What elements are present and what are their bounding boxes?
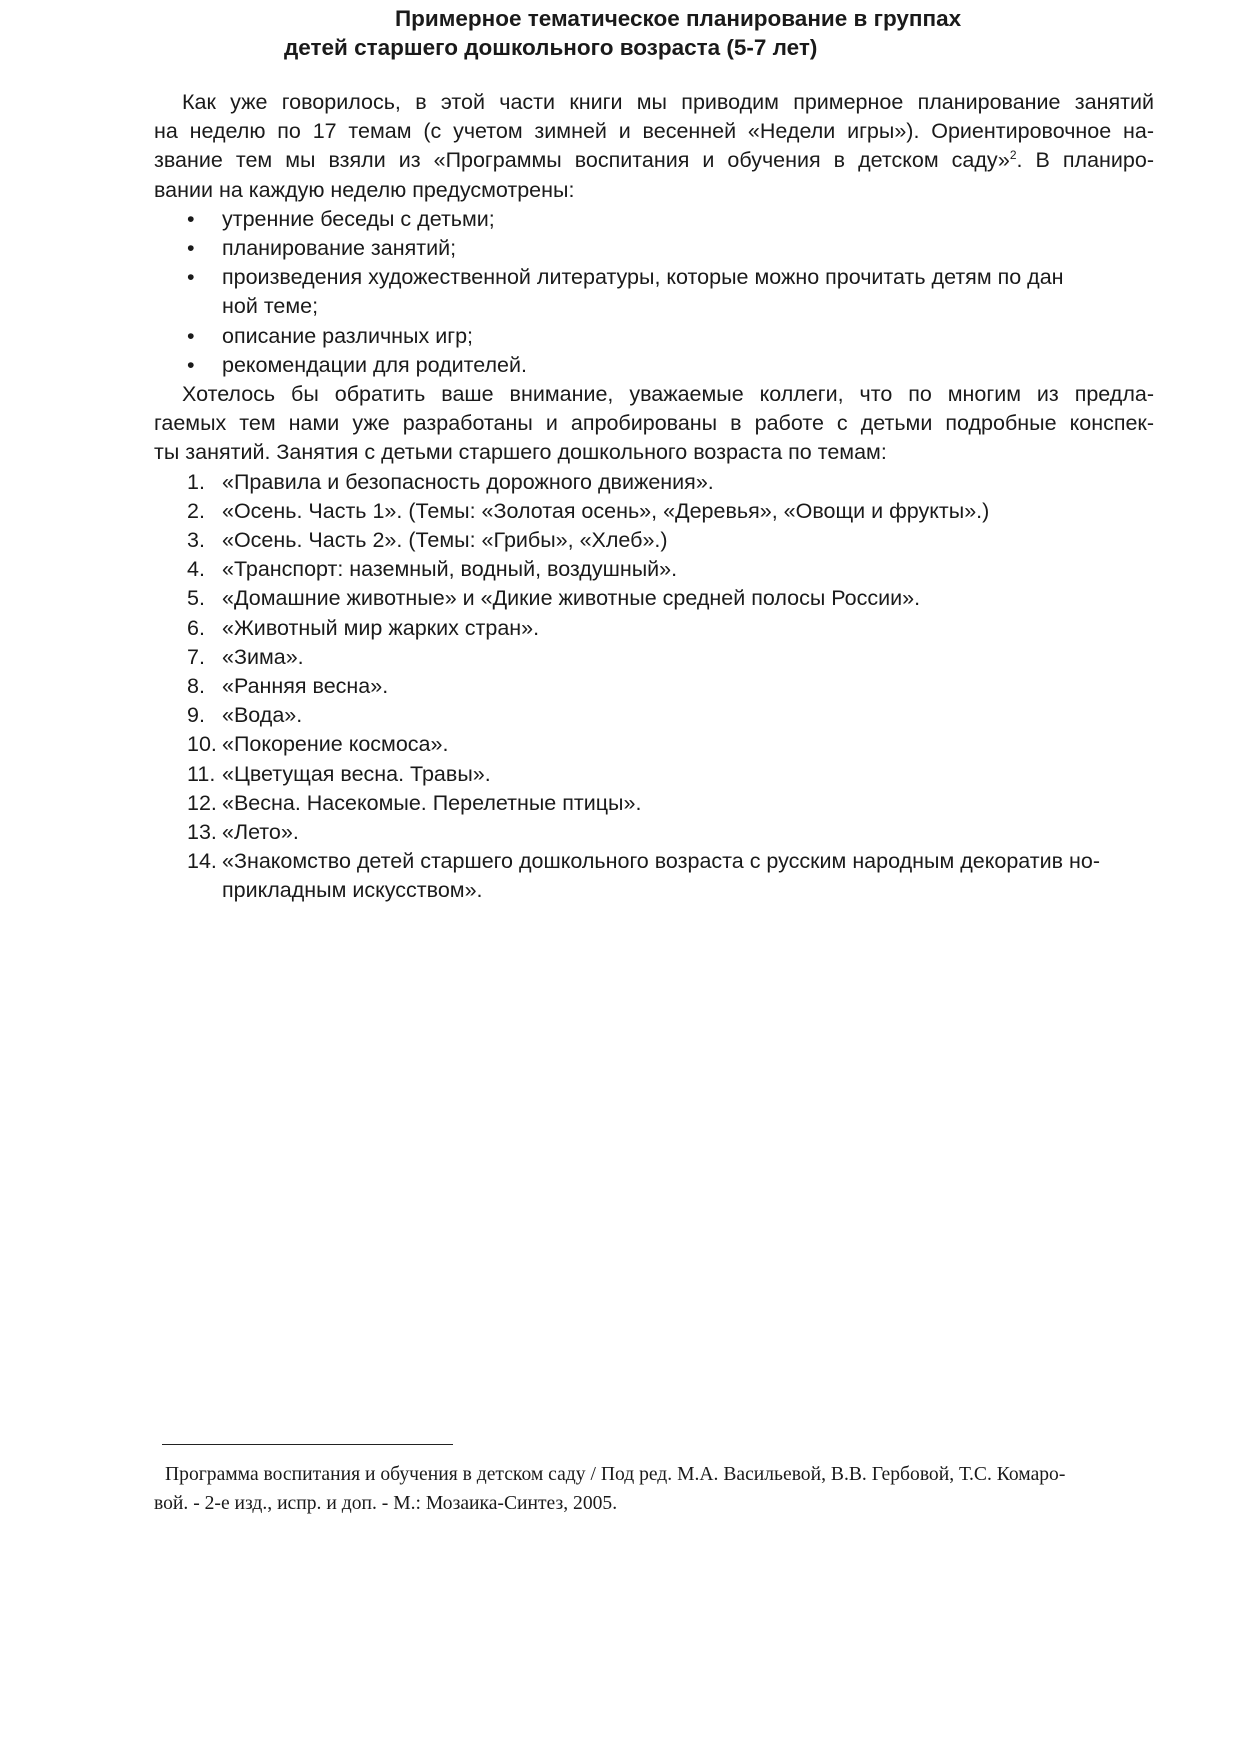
topic-number: 5. xyxy=(187,586,205,611)
list-item-text: описание различных игр; xyxy=(222,323,474,348)
topic-number: 7. xyxy=(187,644,205,669)
topic-number: 8. xyxy=(187,674,205,699)
topic-item xyxy=(154,614,1154,643)
topic-number: 10. xyxy=(187,732,217,757)
topic-item xyxy=(154,584,1154,613)
list-item xyxy=(154,351,1154,380)
topic-number: 3. xyxy=(187,528,205,553)
footnote xyxy=(154,1460,1144,1518)
bullet-icon: • xyxy=(187,352,195,377)
topic-text: «Животный мир жарких стран». xyxy=(222,615,540,640)
topic-item xyxy=(154,789,1154,818)
bullet-icon: • xyxy=(187,323,195,348)
topic-number: 9. xyxy=(187,703,205,728)
topic-item xyxy=(154,643,1154,672)
intro-line: на неделю по 17 темам (с учетом зимней и весенней «Недели игры»). Ориентировочное на- xyxy=(154,119,1154,144)
bullet-icon: • xyxy=(187,206,195,231)
list-item xyxy=(154,322,1154,351)
topic-text: «Транспорт: наземный, водный, воздушный». xyxy=(222,557,678,582)
paragraph-line: Хотелось бы обратить ваше внимание, уважаемые коллеги, что по многим из предла- xyxy=(182,382,1154,407)
topic-text: «Ранняя весна». xyxy=(222,674,389,699)
topic-number: 12. xyxy=(187,790,217,815)
list-item-text: произведения художественной литературы, которые можно прочитать детям по дан ной теме; xyxy=(222,265,1064,319)
intro-line: Как уже говорилось, в этой части книги мы приводим примерное планирование занятий xyxy=(182,90,1154,114)
intro-line-text: . В планиро- xyxy=(1016,148,1154,173)
topic-text: «Цветущая весна. Травы». xyxy=(222,761,491,786)
topic-item xyxy=(154,818,1154,847)
topic-number: 6. xyxy=(187,615,205,640)
paragraph-line: ты занятий. Занятия с детьми старшего дошкольного возраста по темам: xyxy=(154,440,887,465)
bullet-list xyxy=(154,205,1154,380)
page-title xyxy=(160,4,1100,62)
footnote-line: Программа воспитания и обучения в детском саду / Под ред. М.А. Васильевой, В.В. Гербовой, Т.С. Комаро- xyxy=(165,1464,1066,1485)
list-item-text: рекомендации для родителей. xyxy=(222,352,527,377)
topic-text: «Лето». xyxy=(222,820,299,845)
topic-item xyxy=(154,760,1154,789)
topic-item xyxy=(154,526,1154,555)
topic-text: «Зима». xyxy=(222,644,304,669)
list-item-text: планирование занятий; xyxy=(222,236,457,261)
topic-item xyxy=(154,847,1154,905)
topic-number: 4. xyxy=(187,557,205,582)
topic-item xyxy=(154,468,1154,497)
title-line-1: Примерное тематическое планирование в группах xyxy=(395,6,962,31)
topic-text: «Весна. Насекомые. Перелетные птицы». xyxy=(222,790,642,815)
intro-line xyxy=(154,146,1154,175)
topic-item xyxy=(154,672,1154,701)
footnote-divider xyxy=(162,1444,453,1445)
topic-text: «Осень. Часть 2». (Темы: «Грибы», «Хлеб».) xyxy=(222,528,668,553)
intro-line-text: звание тем мы взяли из «Программы воспитания и обучения в детском саду» xyxy=(154,148,1010,173)
bullet-icon: • xyxy=(187,265,195,290)
topic-number: 1. xyxy=(187,469,205,494)
list-item xyxy=(154,234,1154,263)
topic-text: «Осень. Часть 1». (Темы: «Золотая осень», «Деревья», «Овощи и фрукты».) xyxy=(222,498,990,523)
topic-text: «Правила и безопасность дорожного движения». xyxy=(222,469,714,494)
topic-item xyxy=(154,730,1154,759)
topics-list xyxy=(154,468,1154,906)
topic-item xyxy=(154,701,1154,730)
paragraph-line: гаемых тем нами уже разработаны и апробированы в работе с детьми подробные конспек- xyxy=(154,411,1154,436)
title-line-2: детей старшего дошкольного возраста (5-7 лет) xyxy=(284,35,818,60)
topic-text: «Знакомство детей старшего дошкольного возраста с русским народным декоратив но-прикладным искусством». xyxy=(222,849,1101,903)
topic-text: «Домашние животные» и «Дикие животные средней полосы России». xyxy=(222,586,921,611)
topic-text: «Покорение космоса». xyxy=(222,732,449,757)
intro-paragraph xyxy=(154,88,1154,205)
bullet-icon: • xyxy=(187,236,195,261)
footnote-line: вой. - 2-е изд., испр. и доп. - М.: Мозаика-Синтез, 2005. xyxy=(154,1493,618,1514)
topic-number: 11. xyxy=(187,761,216,786)
list-item xyxy=(154,205,1154,234)
main-text xyxy=(154,88,1154,906)
list-item xyxy=(154,263,1154,321)
topic-number: 13. xyxy=(187,820,217,845)
footnote-reference[interactable]: 2 xyxy=(1009,148,1017,163)
topic-number: 2. xyxy=(187,498,205,523)
topic-item xyxy=(154,497,1154,526)
topic-text: «Вода». xyxy=(222,703,303,728)
list-item-text: утренние беседы с детьми; xyxy=(222,206,495,231)
second-paragraph xyxy=(154,380,1154,468)
topic-number: 14. xyxy=(187,849,217,874)
intro-line: вании на каждую неделю предусмотрены: xyxy=(154,177,575,202)
topic-item xyxy=(154,555,1154,584)
